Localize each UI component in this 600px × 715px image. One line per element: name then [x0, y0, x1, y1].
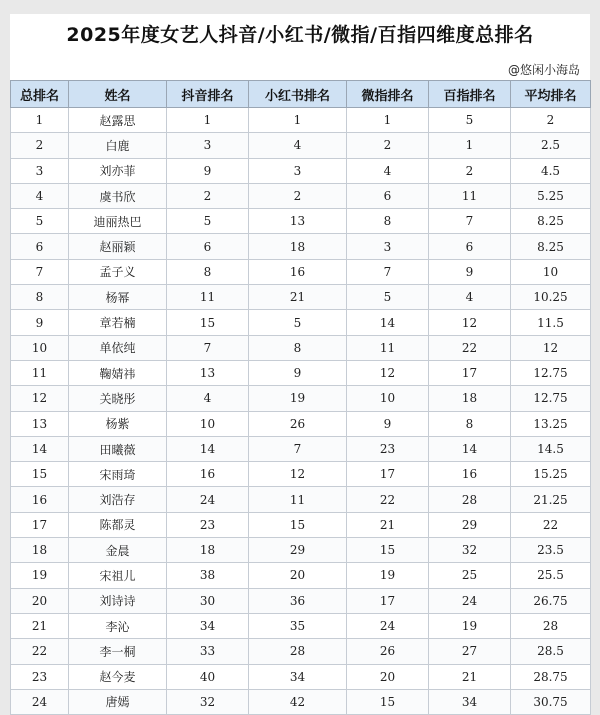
cell-xiaohongshu-rank: 18 — [249, 234, 347, 259]
table-row — [11, 234, 591, 259]
cell-name: 宋祖儿 — [69, 563, 167, 588]
cell-baizhi-rank: 25 — [429, 563, 511, 588]
table-row — [11, 588, 591, 613]
table-row — [11, 158, 591, 183]
cell-name: 田曦薇 — [69, 436, 167, 461]
cell-weizhi-rank: 21 — [347, 512, 429, 537]
cell-weizhi-rank: 11 — [347, 335, 429, 360]
cell-douyin-rank: 33 — [167, 639, 249, 664]
cell-xiaohongshu-rank: 9 — [249, 360, 347, 385]
cell-douyin-rank: 23 — [167, 512, 249, 537]
table-row — [11, 538, 591, 563]
cell-weizhi-rank: 7 — [347, 259, 429, 284]
cell-douyin-rank: 4 — [167, 386, 249, 411]
cell-total-rank: 21 — [11, 613, 69, 638]
cell-average-rank: 8.25 — [511, 209, 591, 234]
table-row — [11, 259, 591, 284]
cell-xiaohongshu-rank: 4 — [249, 133, 347, 158]
cell-name: 单依纯 — [69, 335, 167, 360]
cell-total-rank: 22 — [11, 639, 69, 664]
cell-total-rank: 17 — [11, 512, 69, 537]
table-row — [11, 512, 591, 537]
table-body — [11, 108, 591, 715]
cell-name: 章若楠 — [69, 310, 167, 335]
cell-average-rank: 5.25 — [511, 183, 591, 208]
cell-xiaohongshu-rank: 7 — [249, 436, 347, 461]
cell-douyin-rank: 32 — [167, 689, 249, 714]
cell-total-rank: 16 — [11, 487, 69, 512]
table-row — [11, 639, 591, 664]
cell-weizhi-rank: 10 — [347, 386, 429, 411]
cell-name: 宋雨琦 — [69, 462, 167, 487]
cell-weizhi-rank: 26 — [347, 639, 429, 664]
cell-weizhi-rank: 24 — [347, 613, 429, 638]
cell-weizhi-rank: 3 — [347, 234, 429, 259]
column-header: 抖音排名 — [167, 81, 249, 108]
cell-douyin-rank: 13 — [167, 360, 249, 385]
cell-xiaohongshu-rank: 29 — [249, 538, 347, 563]
cell-baizhi-rank: 21 — [429, 664, 511, 689]
cell-baizhi-rank: 14 — [429, 436, 511, 461]
cell-name: 赵露思 — [69, 108, 167, 133]
cell-average-rank: 25.5 — [511, 563, 591, 588]
table-row — [11, 133, 591, 158]
cell-baizhi-rank: 2 — [429, 158, 511, 183]
cell-name: 杨幂 — [69, 285, 167, 310]
cell-baizhi-rank: 17 — [429, 360, 511, 385]
table-row — [11, 310, 591, 335]
cell-name: 陈都灵 — [69, 512, 167, 537]
cell-weizhi-rank: 20 — [347, 664, 429, 689]
cell-average-rank: 28 — [511, 613, 591, 638]
cell-xiaohongshu-rank: 2 — [249, 183, 347, 208]
cell-average-rank: 2 — [511, 108, 591, 133]
cell-total-rank: 19 — [11, 563, 69, 588]
column-header: 微指排名 — [347, 81, 429, 108]
cell-baizhi-rank: 24 — [429, 588, 511, 613]
cell-total-rank: 11 — [11, 360, 69, 385]
table-row — [11, 613, 591, 638]
cell-baizhi-rank: 4 — [429, 285, 511, 310]
cell-douyin-rank: 15 — [167, 310, 249, 335]
cell-average-rank: 14.5 — [511, 436, 591, 461]
cell-total-rank: 3 — [11, 158, 69, 183]
cell-weizhi-rank: 15 — [347, 538, 429, 563]
cell-douyin-rank: 11 — [167, 285, 249, 310]
cell-name: 李一桐 — [69, 639, 167, 664]
cell-name: 赵今麦 — [69, 664, 167, 689]
cell-xiaohongshu-rank: 19 — [249, 386, 347, 411]
column-header: 百指排名 — [429, 81, 511, 108]
cell-name: 唐嫣 — [69, 689, 167, 714]
cell-douyin-rank: 7 — [167, 335, 249, 360]
cell-xiaohongshu-rank: 26 — [249, 411, 347, 436]
cell-average-rank: 23.5 — [511, 538, 591, 563]
cell-douyin-rank: 1 — [167, 108, 249, 133]
cell-baizhi-rank: 1 — [429, 133, 511, 158]
cell-douyin-rank: 6 — [167, 234, 249, 259]
cell-total-rank: 18 — [11, 538, 69, 563]
cell-douyin-rank: 5 — [167, 209, 249, 234]
cell-name: 白鹿 — [69, 133, 167, 158]
cell-average-rank: 4.5 — [511, 158, 591, 183]
cell-total-rank: 4 — [11, 183, 69, 208]
cell-average-rank: 12.75 — [511, 360, 591, 385]
cell-baizhi-rank: 19 — [429, 613, 511, 638]
cell-baizhi-rank: 16 — [429, 462, 511, 487]
cell-total-rank: 20 — [11, 588, 69, 613]
cell-total-rank: 9 — [11, 310, 69, 335]
cell-douyin-rank: 3 — [167, 133, 249, 158]
cell-average-rank: 11.5 — [511, 310, 591, 335]
watermark: @悠闲小海岛 — [507, 63, 580, 77]
cell-name: 金晨 — [69, 538, 167, 563]
cell-xiaohongshu-rank: 42 — [249, 689, 347, 714]
cell-xiaohongshu-rank: 12 — [249, 462, 347, 487]
cell-xiaohongshu-rank: 8 — [249, 335, 347, 360]
table-row — [11, 462, 591, 487]
cell-average-rank: 2.5 — [511, 133, 591, 158]
cell-douyin-rank: 14 — [167, 436, 249, 461]
cell-average-rank: 10 — [511, 259, 591, 284]
column-header: 姓名 — [69, 81, 167, 108]
cell-average-rank: 12 — [511, 335, 591, 360]
cell-douyin-rank: 8 — [167, 259, 249, 284]
cell-name: 孟子义 — [69, 259, 167, 284]
table-row — [11, 209, 591, 234]
cell-baizhi-rank: 6 — [429, 234, 511, 259]
cell-total-rank: 5 — [11, 209, 69, 234]
table-row — [11, 436, 591, 461]
cell-name: 刘诗诗 — [69, 588, 167, 613]
table-row — [11, 689, 591, 714]
cell-name: 迪丽热巴 — [69, 209, 167, 234]
cell-xiaohongshu-rank: 35 — [249, 613, 347, 638]
cell-total-rank: 15 — [11, 462, 69, 487]
cell-baizhi-rank: 29 — [429, 512, 511, 537]
cell-weizhi-rank: 1 — [347, 108, 429, 133]
cell-total-rank: 7 — [11, 259, 69, 284]
cell-xiaohongshu-rank: 21 — [249, 285, 347, 310]
cell-baizhi-rank: 8 — [429, 411, 511, 436]
cell-name: 鞠婧祎 — [69, 360, 167, 385]
cell-douyin-rank: 34 — [167, 613, 249, 638]
cell-total-rank: 2 — [11, 133, 69, 158]
table-row — [11, 487, 591, 512]
cell-name: 刘浩存 — [69, 487, 167, 512]
table-row — [11, 386, 591, 411]
table-header-row — [11, 81, 591, 108]
cell-xiaohongshu-rank: 15 — [249, 512, 347, 537]
cell-weizhi-rank: 19 — [347, 563, 429, 588]
table-row — [11, 411, 591, 436]
cell-weizhi-rank: 6 — [347, 183, 429, 208]
cell-average-rank: 28.5 — [511, 639, 591, 664]
table-row — [11, 360, 591, 385]
cell-average-rank: 22 — [511, 512, 591, 537]
cell-average-rank: 12.75 — [511, 386, 591, 411]
cell-baizhi-rank: 5 — [429, 108, 511, 133]
cell-xiaohongshu-rank: 16 — [249, 259, 347, 284]
cell-average-rank: 15.25 — [511, 462, 591, 487]
cell-average-rank: 26.75 — [511, 588, 591, 613]
table-row — [11, 183, 591, 208]
ranking-table — [10, 80, 591, 715]
cell-baizhi-rank: 18 — [429, 386, 511, 411]
cell-total-rank: 23 — [11, 664, 69, 689]
cell-name: 虞书欣 — [69, 183, 167, 208]
cell-weizhi-rank: 17 — [347, 588, 429, 613]
cell-total-rank: 10 — [11, 335, 69, 360]
cell-name: 李沁 — [69, 613, 167, 638]
cell-xiaohongshu-rank: 34 — [249, 664, 347, 689]
cell-xiaohongshu-rank: 5 — [249, 310, 347, 335]
cell-xiaohongshu-rank: 20 — [249, 563, 347, 588]
cell-baizhi-rank: 34 — [429, 689, 511, 714]
column-header: 平均排名 — [511, 81, 591, 108]
cell-douyin-rank: 18 — [167, 538, 249, 563]
cell-name: 杨紫 — [69, 411, 167, 436]
cell-douyin-rank: 10 — [167, 411, 249, 436]
cell-douyin-rank: 2 — [167, 183, 249, 208]
cell-douyin-rank: 16 — [167, 462, 249, 487]
table-row — [11, 285, 591, 310]
cell-total-rank: 24 — [11, 689, 69, 714]
cell-baizhi-rank: 27 — [429, 639, 511, 664]
cell-xiaohongshu-rank: 28 — [249, 639, 347, 664]
ranking-sheet — [10, 14, 590, 710]
cell-douyin-rank: 30 — [167, 588, 249, 613]
cell-name: 关晓彤 — [69, 386, 167, 411]
cell-weizhi-rank: 2 — [347, 133, 429, 158]
cell-douyin-rank: 40 — [167, 664, 249, 689]
cell-douyin-rank: 38 — [167, 563, 249, 588]
table-row — [11, 563, 591, 588]
cell-total-rank: 14 — [11, 436, 69, 461]
cell-xiaohongshu-rank: 3 — [249, 158, 347, 183]
cell-average-rank: 8.25 — [511, 234, 591, 259]
cell-total-rank: 12 — [11, 386, 69, 411]
cell-douyin-rank: 9 — [167, 158, 249, 183]
cell-average-rank: 10.25 — [511, 285, 591, 310]
table-row — [11, 335, 591, 360]
cell-xiaohongshu-rank: 11 — [249, 487, 347, 512]
cell-douyin-rank: 24 — [167, 487, 249, 512]
cell-baizhi-rank: 11 — [429, 183, 511, 208]
table-row — [11, 108, 591, 133]
cell-xiaohongshu-rank: 13 — [249, 209, 347, 234]
cell-weizhi-rank: 15 — [347, 689, 429, 714]
cell-weizhi-rank: 5 — [347, 285, 429, 310]
cell-weizhi-rank: 12 — [347, 360, 429, 385]
cell-average-rank: 13.25 — [511, 411, 591, 436]
cell-xiaohongshu-rank: 1 — [249, 108, 347, 133]
cell-total-rank: 1 — [11, 108, 69, 133]
cell-weizhi-rank: 22 — [347, 487, 429, 512]
page-title: 2025年度女艺人抖音/小红书/微指/百指四维度总排名 — [66, 24, 534, 46]
cell-average-rank: 28.75 — [511, 664, 591, 689]
cell-weizhi-rank: 8 — [347, 209, 429, 234]
cell-total-rank: 6 — [11, 234, 69, 259]
cell-average-rank: 30.75 — [511, 689, 591, 714]
cell-weizhi-rank: 4 — [347, 158, 429, 183]
cell-weizhi-rank: 23 — [347, 436, 429, 461]
cell-weizhi-rank: 9 — [347, 411, 429, 436]
cell-baizhi-rank: 22 — [429, 335, 511, 360]
cell-weizhi-rank: 14 — [347, 310, 429, 335]
cell-baizhi-rank: 32 — [429, 538, 511, 563]
cell-total-rank: 8 — [11, 285, 69, 310]
cell-baizhi-rank: 12 — [429, 310, 511, 335]
column-header: 总排名 — [11, 81, 69, 108]
cell-xiaohongshu-rank: 36 — [249, 588, 347, 613]
cell-baizhi-rank: 7 — [429, 209, 511, 234]
cell-baizhi-rank: 28 — [429, 487, 511, 512]
cell-baizhi-rank: 9 — [429, 259, 511, 284]
cell-total-rank: 13 — [11, 411, 69, 436]
column-header: 小红书排名 — [249, 81, 347, 108]
cell-name: 刘亦菲 — [69, 158, 167, 183]
table-row — [11, 664, 591, 689]
cell-weizhi-rank: 17 — [347, 462, 429, 487]
cell-name: 赵丽颖 — [69, 234, 167, 259]
cell-average-rank: 21.25 — [511, 487, 591, 512]
